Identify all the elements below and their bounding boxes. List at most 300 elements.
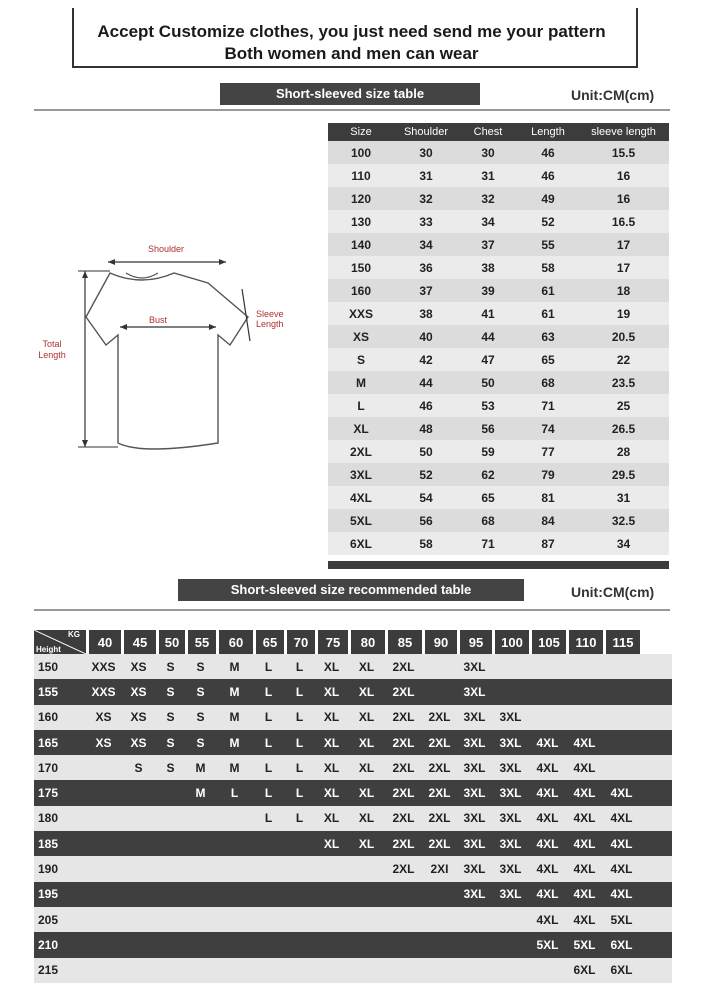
size-cell: 50 (419, 444, 433, 459)
height-cell: 205 (38, 912, 59, 927)
recommended-size-cell: 4XL (573, 760, 596, 775)
size-cell: 22 (616, 352, 631, 367)
recommended-size-cell: S (196, 735, 205, 750)
size-cell: 65 (481, 490, 495, 505)
size-row (328, 141, 669, 164)
recommended-size-cell: S (166, 659, 175, 674)
size-cell: 81 (541, 490, 555, 505)
recommended-size-cell: L (264, 811, 273, 826)
height-cell: 175 (38, 786, 59, 801)
size-table (328, 123, 669, 555)
recommended-size-cell: XL (323, 684, 340, 699)
recommended-size-cell: 2XL (428, 735, 451, 750)
size-cell: 30 (481, 145, 495, 160)
recommended-size-cell: XL (323, 760, 340, 775)
recommended-size-cell: 3XL (499, 887, 522, 902)
weight-header-cell: 75 (316, 630, 348, 654)
size-cell: 46 (541, 168, 555, 183)
recommended-size-cell: 3XL (499, 735, 522, 750)
size-cell: 18 (616, 283, 631, 298)
recommended-size-cell: XL (358, 836, 375, 851)
section-divider (34, 109, 670, 111)
size-cell: 34 (616, 536, 631, 551)
recommended-size-cell: 3XL (499, 811, 522, 826)
recommended-row (34, 856, 672, 881)
recommended-table (34, 630, 672, 983)
size-cell: 15.5 (611, 145, 636, 160)
recommended-size-cell: XS (130, 659, 147, 674)
weight-header-cell: 60 (217, 630, 253, 654)
size-cell: 44 (481, 329, 495, 344)
recommended-size-cell: XL (358, 684, 375, 699)
size-cell: 42 (419, 352, 433, 367)
recommended-size-cell: 4XL (610, 811, 633, 826)
recommended-row (34, 882, 672, 907)
size-cell: 49 (541, 191, 555, 206)
size-cell: 40 (419, 329, 433, 344)
recommended-size-cell: XL (358, 760, 375, 775)
shoulder-arrow-right-head (219, 259, 226, 265)
size-cell: 5XL (349, 513, 372, 528)
recommended-size-cell: L (230, 786, 239, 801)
height-cell: 170 (38, 760, 59, 775)
sleeve-label-2: Length (256, 319, 284, 329)
recommended-size-cell: L (295, 659, 304, 674)
size-cell: 59 (481, 444, 495, 459)
recommended-size-cell: 2XL (392, 836, 415, 851)
recommended-size-cell: XS (130, 735, 147, 750)
recommended-row (34, 907, 672, 932)
size-cell: 62 (481, 467, 495, 482)
size-row (328, 509, 669, 532)
size-row (328, 532, 669, 555)
recommended-size-cell: XL (358, 786, 375, 801)
size-cell: 48 (419, 421, 433, 436)
size-table-body (328, 141, 669, 555)
size-row (328, 486, 669, 509)
weight-header-cell: 50 (157, 630, 185, 654)
recommended-size-cell: XL (323, 786, 340, 801)
recommended-size-cell: 4XL (536, 862, 559, 877)
size-cell: 63 (541, 329, 555, 344)
weight-header-cell: 70 (285, 630, 315, 654)
recommended-size-cell: 3XL (463, 684, 486, 699)
total-label-2: Length (38, 350, 66, 360)
section-divider-2 (34, 609, 670, 611)
weight-header-cell: 40 (87, 630, 121, 654)
recommended-size-cell: 4XL (536, 836, 559, 851)
size-row (328, 210, 669, 233)
size-row (328, 463, 669, 486)
size-cell: 68 (541, 375, 555, 390)
size-cell: 23.5 (611, 375, 636, 390)
recommended-size-cell: 4XL (573, 887, 596, 902)
size-cell: 16 (616, 168, 631, 183)
size-cell: 71 (481, 536, 495, 551)
recommended-size-cell: M (229, 760, 240, 775)
recommended-size-cell: XL (358, 710, 375, 725)
size-cell: 46 (541, 145, 555, 160)
recommended-size-cell: 3XL (463, 836, 486, 851)
recommended-size-cell: M (195, 760, 206, 775)
size-cell: 38 (419, 306, 433, 321)
size-cell: 46 (419, 398, 433, 413)
recommended-size-cell: M (229, 659, 240, 674)
size-table-header (328, 123, 669, 141)
size-cell: XXS (348, 306, 373, 321)
size-cell: 53 (481, 398, 495, 413)
size-cell: M (356, 375, 366, 390)
recommended-table-header (34, 630, 672, 654)
size-row (328, 394, 669, 417)
size-row (328, 348, 669, 371)
total-arrow-top-head (82, 271, 88, 278)
recommended-size-cell: M (195, 786, 206, 801)
recommended-size-cell: M (229, 710, 240, 725)
weight-header-cell: 100 (493, 630, 529, 654)
corner-kg-label: KG (68, 630, 80, 639)
recommended-size-cell: 5XL (536, 937, 559, 952)
recommended-row (34, 806, 672, 831)
recommended-size-cell: L (264, 760, 273, 775)
recommended-size-cell: 3XL (499, 836, 522, 851)
size-cell: 25 (616, 398, 631, 413)
shoulder-arrow-left-head (108, 259, 115, 265)
recommended-size-cell: 2XL (428, 786, 451, 801)
recommended-size-cell: L (264, 710, 273, 725)
size-cell: 16 (616, 191, 631, 206)
recommended-size-cell: M (229, 735, 240, 750)
recommended-size-cell: 2XL (392, 659, 415, 674)
recommended-size-cell: L (295, 710, 304, 725)
recommended-size-cell: M (229, 684, 240, 699)
recommended-size-cell: 6XL (610, 937, 633, 952)
recommended-size-cell: 4XL (536, 912, 559, 927)
recommended-size-cell: 4XL (573, 786, 596, 801)
size-cell: 130 (350, 214, 372, 229)
height-cell: 195 (38, 887, 59, 902)
recommended-size-cell: XXS (91, 659, 116, 674)
size-cell: 2XL (349, 444, 372, 459)
recommended-size-cell: L (264, 684, 273, 699)
size-row (328, 187, 669, 210)
size-cell: XS (352, 329, 369, 344)
recommended-size-cell: 2XL (392, 811, 415, 826)
size-cell: 32 (419, 191, 433, 206)
header-line-2: Both women and men can wear (224, 44, 479, 63)
weight-header-cell: 85 (386, 630, 422, 654)
recommended-size-cell: S (134, 760, 143, 775)
recommended-size-cell: 3XL (499, 710, 522, 725)
header-line-1: Accept Customize clothes, you just need send me your pattern (97, 22, 606, 41)
size-cell: 50 (481, 375, 495, 390)
size-cell: 29.5 (611, 467, 636, 482)
recommended-size-cell: L (295, 811, 304, 826)
size-cell: L (357, 398, 365, 413)
size-cell: S (356, 352, 365, 367)
col-header-chest: Chest (473, 126, 503, 138)
size-cell: 31 (481, 168, 495, 183)
recommended-size-cell: 2XL (428, 710, 451, 725)
recommended-size-cell: XL (323, 811, 340, 826)
size-cell: 160 (350, 283, 372, 298)
weight-header-cell: 55 (186, 630, 216, 654)
recommended-row (34, 755, 672, 780)
size-cell: 37 (481, 237, 495, 252)
size-cell: 56 (481, 421, 495, 436)
recommended-size-cell: XS (130, 684, 147, 699)
size-cell: 44 (419, 375, 433, 390)
size-cell: 150 (350, 260, 372, 275)
tshirt-outline (86, 273, 248, 449)
size-cell: 19 (616, 306, 631, 321)
size-cell: 36 (419, 260, 433, 275)
size-cell: 32 (481, 191, 495, 206)
recommended-size-cell: 4XL (610, 836, 633, 851)
recommended-table-title: Short-sleeved size recommended table (178, 579, 524, 601)
recommended-row (34, 654, 672, 679)
recommended-size-cell: XL (323, 836, 340, 851)
recommended-size-cell: XL (358, 659, 375, 674)
size-table-title: Short-sleeved size table (220, 83, 480, 105)
size-cell: 55 (541, 237, 555, 252)
recommended-size-cell: 3XL (499, 760, 522, 775)
recommended-size-cell: 3XL (499, 786, 522, 801)
recommended-size-cell: 3XL (463, 735, 486, 750)
recommended-size-cell: S (196, 659, 205, 674)
weight-header-cell: 45 (122, 630, 156, 654)
weight-header-cell: 110 (567, 630, 603, 654)
height-cell: 190 (38, 862, 59, 877)
size-cell: 17 (616, 237, 631, 252)
recommended-size-cell: L (295, 786, 304, 801)
shoulder-label: Shoulder (147, 244, 185, 254)
total-label-1: Total (42, 339, 62, 349)
size-cell: 34 (481, 214, 495, 229)
recommended-size-cell: 4XL (536, 786, 559, 801)
size-cell: 68 (481, 513, 495, 528)
col-header-size: Size (350, 126, 372, 138)
corner-height-label: Height (36, 645, 61, 654)
recommended-size-cell: XL (323, 659, 340, 674)
recommended-size-cell: 4XL (536, 760, 559, 775)
size-row (328, 371, 669, 394)
recommended-size-cell: S (166, 684, 175, 699)
height-cell: 180 (38, 811, 59, 826)
recommended-size-cell: 2XL (392, 786, 415, 801)
col-header-shoulder: Shoulder (403, 126, 449, 138)
size-cell: 52 (419, 467, 433, 482)
recommended-row (34, 831, 672, 856)
size-cell: 65 (541, 352, 555, 367)
size-cell: 16.5 (611, 214, 636, 229)
recommended-size-cell: XL (358, 811, 375, 826)
recommended-size-cell: XS (95, 735, 112, 750)
size-row (328, 279, 669, 302)
size-cell: 120 (350, 191, 372, 206)
height-cell: 160 (38, 710, 59, 725)
size-cell: 33 (419, 214, 433, 229)
sleeve-label-1: Sleeve (256, 309, 284, 319)
recommended-size-cell: L (295, 760, 304, 775)
recommended-size-cell: 4XL (610, 862, 633, 877)
size-row (328, 325, 669, 348)
recommended-size-cell: 4XL (573, 912, 596, 927)
recommended-row (34, 705, 672, 730)
recommended-size-cell: 2XL (392, 710, 415, 725)
recommended-size-cell: 3XL (463, 659, 486, 674)
size-cell: 140 (350, 237, 372, 252)
recommended-size-cell: XL (323, 710, 340, 725)
recommended-size-cell: S (196, 684, 205, 699)
size-cell: 38 (481, 260, 495, 275)
recommended-size-cell: 3XL (463, 862, 486, 877)
recommended-unit-label: Unit:CM(cm) (571, 584, 655, 600)
recommended-size-cell: 4XL (573, 836, 596, 851)
size-cell: 87 (541, 536, 555, 551)
total-arrow-bottom-head (82, 440, 88, 447)
size-cell: 58 (541, 260, 555, 275)
weight-header-cell: 105 (530, 630, 566, 654)
height-cell: 215 (38, 963, 59, 978)
size-row (328, 417, 669, 440)
size-cell: 32.5 (611, 513, 636, 528)
recommended-size-cell: S (166, 760, 175, 775)
weight-header-cell: 65 (254, 630, 284, 654)
recommended-size-cell: 2XL (392, 862, 415, 877)
size-row (328, 256, 669, 279)
recommended-size-cell: 3XL (463, 760, 486, 775)
recommended-size-cell: S (166, 735, 175, 750)
size-cell: 28 (616, 444, 631, 459)
recommended-size-cell: 3XL (463, 710, 486, 725)
size-cell: 84 (541, 513, 555, 528)
size-cell: 31 (419, 168, 433, 183)
size-cell: 100 (350, 145, 372, 160)
col-header-length: Length (531, 126, 565, 138)
recommended-table-body (34, 654, 672, 983)
size-cell: 58 (419, 536, 433, 551)
size-cell: 56 (419, 513, 433, 528)
height-cell: 185 (38, 836, 59, 851)
recommended-size-cell: 3XL (463, 811, 486, 826)
tshirt-collar (126, 273, 158, 278)
weight-header-cell: 115 (604, 630, 640, 654)
size-cell: 110 (351, 168, 371, 183)
height-cell: 150 (38, 659, 59, 674)
recommended-size-cell: 3XL (499, 862, 522, 877)
size-cell: 20.5 (611, 329, 636, 344)
recommended-size-cell: XS (95, 710, 112, 725)
recommended-size-cell: L (264, 659, 273, 674)
recommended-size-cell: 2XL (428, 836, 451, 851)
recommended-size-cell: XL (358, 735, 375, 750)
recommended-size-cell: 2XL (392, 735, 415, 750)
size-cell: 47 (481, 352, 495, 367)
size-cell: 30 (419, 145, 433, 160)
recommended-size-cell: XXS (91, 684, 116, 699)
size-row (328, 164, 669, 187)
height-cell: 155 (38, 684, 59, 699)
size-cell: 41 (481, 306, 495, 321)
size-cell: 61 (541, 306, 555, 321)
size-row (328, 440, 669, 463)
recommended-size-cell: XL (323, 735, 340, 750)
weight-header-cell: 90 (423, 630, 457, 654)
recommended-size-cell: 4XL (536, 735, 559, 750)
tshirt-diagram (30, 235, 300, 465)
recommended-size-cell: 4XL (536, 887, 559, 902)
recommended-size-cell: 4XL (573, 811, 596, 826)
bust-label: Bust (148, 315, 168, 325)
recommended-row (34, 730, 672, 755)
recommended-row (34, 932, 672, 957)
recommended-size-cell: L (295, 684, 304, 699)
size-cell: 61 (541, 283, 555, 298)
recommended-size-cell: 3XL (463, 786, 486, 801)
recommended-size-cell: 6XL (610, 963, 633, 978)
weight-header-cell: 80 (349, 630, 385, 654)
size-cell: 31 (616, 490, 631, 505)
size-cell: 79 (541, 467, 555, 482)
recommended-size-cell: 2XL (428, 760, 451, 775)
height-cell: 210 (38, 937, 59, 952)
corner-cell (34, 630, 86, 654)
recommended-row (34, 679, 672, 704)
recommended-size-cell: XS (130, 710, 147, 725)
recommended-size-cell: 5XL (610, 912, 633, 927)
recommended-size-cell: L (295, 735, 304, 750)
size-row (328, 302, 669, 325)
size-row (328, 233, 669, 256)
size-cell: 34 (419, 237, 433, 252)
size-cell: 3XL (349, 467, 372, 482)
recommended-size-cell: 2XL (428, 811, 451, 826)
size-cell: 54 (419, 490, 433, 505)
size-cell: XL (353, 421, 369, 436)
size-cell: 4XL (349, 490, 372, 505)
size-cell: 52 (541, 214, 555, 229)
size-cell: 77 (541, 444, 555, 459)
size-cell: 74 (541, 421, 555, 436)
recommended-size-cell: 2XL (392, 760, 415, 775)
recommended-size-cell: S (196, 710, 205, 725)
recommended-size-cell: L (264, 735, 273, 750)
recommended-row (34, 958, 672, 983)
size-cell: 71 (541, 398, 555, 413)
recommended-size-cell: L (264, 786, 273, 801)
recommended-size-cell: 4XL (573, 735, 596, 750)
recommended-row (34, 780, 672, 805)
height-cell: 165 (38, 735, 59, 750)
recommended-size-cell: 4XL (573, 862, 596, 877)
size-cell: 37 (419, 283, 433, 298)
weight-header-cell: 95 (458, 630, 492, 654)
recommended-size-cell: 2XI (430, 862, 449, 877)
size-cell: 39 (481, 283, 495, 298)
recommended-size-cell: 3XL (463, 887, 486, 902)
recommended-size-cell: 4XL (536, 811, 559, 826)
recommended-size-cell: 4XL (610, 887, 633, 902)
size-table-footer-bar (328, 561, 669, 569)
size-cell: 6XL (349, 536, 372, 551)
size-cell: 26.5 (611, 421, 636, 436)
recommended-size-cell: 2XL (392, 684, 415, 699)
size-unit-label: Unit:CM(cm) (571, 87, 655, 103)
recommended-size-cell: 6XL (573, 963, 596, 978)
size-cell: 17 (616, 260, 631, 275)
recommended-size-cell: 5XL (573, 937, 596, 952)
